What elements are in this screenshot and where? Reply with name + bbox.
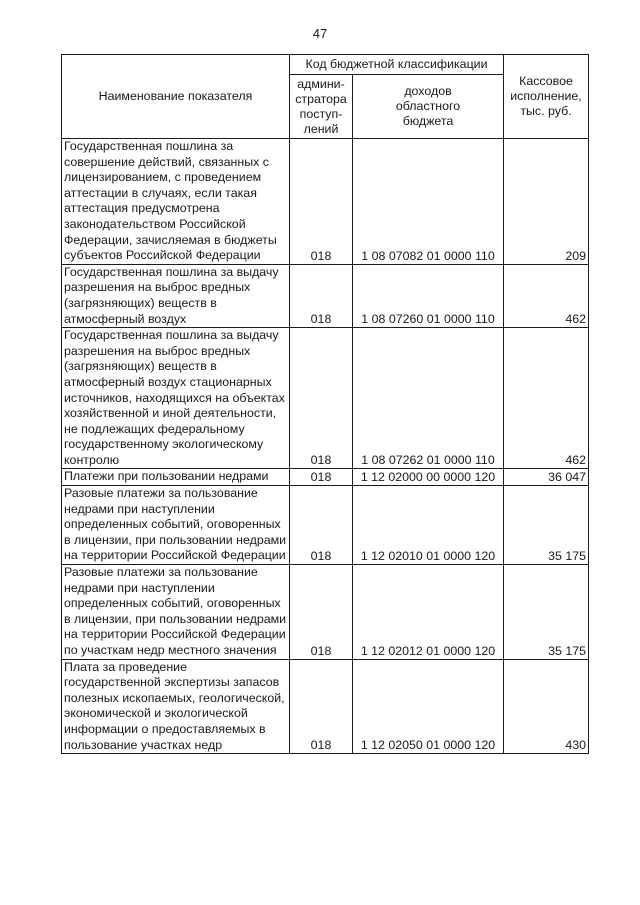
- row-admin-code: 018: [290, 328, 353, 469]
- budget-table: [61, 54, 589, 754]
- table-row: [62, 565, 589, 660]
- row-admin-code: 018: [290, 469, 353, 486]
- page-number: 47: [312, 26, 328, 41]
- header-admin: админи- стратора поступ- лений: [290, 75, 353, 139]
- table-row: [62, 486, 589, 565]
- header-amount: Кассовое исполнение, тыс. руб.: [504, 55, 589, 139]
- row-name: Государственная пошлина за выдачу разрешения на выброс вредных (загрязняющих) веществ в атмосферный воздух: [62, 264, 290, 327]
- row-name: Плата за проведение государственной экспертизы запасов полезных ископаемых, геологической, экономической и экологической информации о предоставляемых в пользование участках недр: [62, 659, 290, 754]
- row-admin-code: 018: [290, 139, 353, 265]
- table-row: [62, 469, 589, 486]
- row-income-code: 1 08 07260 01 0000 110: [353, 264, 504, 327]
- row-amount: 36 047: [504, 469, 589, 486]
- row-income-code: 1 08 07082 01 0000 110: [353, 139, 504, 265]
- row-amount: 430: [504, 659, 589, 754]
- row-admin-code: 018: [290, 264, 353, 327]
- row-income-code: 1 12 02010 01 0000 120: [353, 486, 504, 565]
- row-admin-code: 018: [290, 659, 353, 754]
- table-row: [62, 264, 589, 327]
- row-amount: 209: [504, 139, 589, 265]
- row-admin-code: 018: [290, 565, 353, 660]
- row-amount: 35 175: [504, 486, 589, 565]
- row-amount: 35 175: [504, 565, 589, 660]
- row-amount: 462: [504, 328, 589, 469]
- row-income-code: 1 12 02000 00 0000 120: [353, 469, 504, 486]
- row-name: Разовые платежи за пользование недрами при наступлении определенных событий, оговоренных в лицензии, при пользовании недрами на территории Российской Федерации по участкам недр местного значения: [62, 565, 290, 660]
- row-income-code: 1 12 02012 01 0000 120: [353, 565, 504, 660]
- row-admin-code: 018: [290, 486, 353, 565]
- row-amount: 462: [504, 264, 589, 327]
- header-code-group: Код бюджетной классификации: [290, 55, 504, 75]
- table-row: [62, 139, 589, 265]
- table-body: [62, 139, 589, 754]
- row-name: Платежи при пользовании недрами: [62, 469, 290, 486]
- table-row: [62, 659, 589, 754]
- row-income-code: 1 12 02050 01 0000 120: [353, 659, 504, 754]
- row-name: Государственная пошлина за выдачу разрешения на выброс вредных (загрязняющих) веществ в атмосферный воздух стационарных источников, находящихся на объектах хозяйственной и иной деятельности, не подлежащих федеральному государственному экологическому контролю: [62, 328, 290, 469]
- table-row: [62, 328, 589, 469]
- header-income: доходов областного бюджета: [353, 75, 504, 139]
- row-name: Разовые платежи за пользование недрами при наступлении определенных событий, оговоренных в лицензии, при пользовании недрами на территории Российской Федерации: [62, 486, 290, 565]
- row-income-code: 1 08 07262 01 0000 110: [353, 328, 504, 469]
- row-name: Государственная пошлина за совершение действий, связанных с лицензированием, с проведением аттестации в случаях, если такая аттестация предусмотрена законодательством Российской Федерации, зачисляемая в бюджеты субъектов Российской Федерации: [62, 139, 290, 265]
- header-name: Наименование показателя: [62, 55, 290, 139]
